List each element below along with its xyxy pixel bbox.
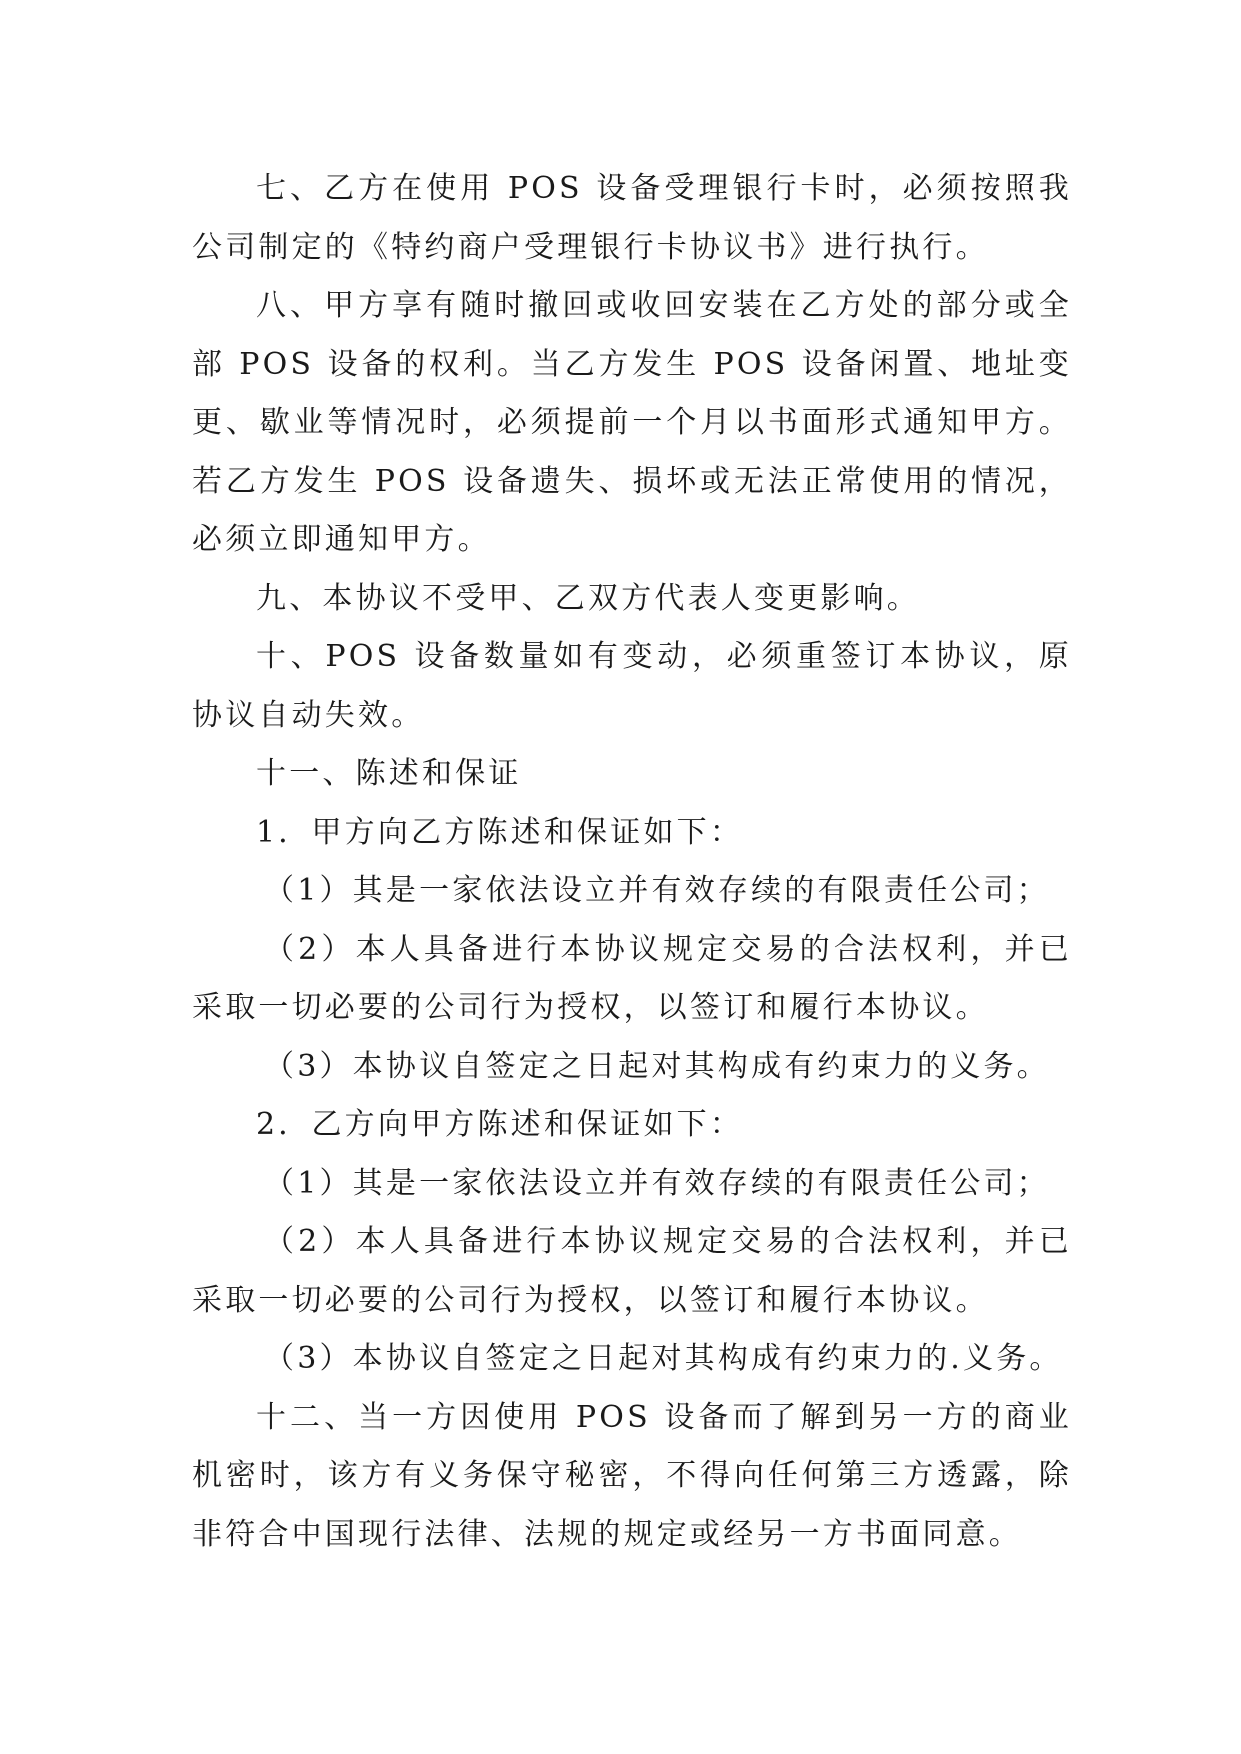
clause-11-1-item-2: （2）本人具备进行本协议规定交易的合法权利，并已采取一切必要的公司行为授权，以签订和履行本协议。 xyxy=(192,931,1072,1025)
clause-11-1-heading: 1．甲方向乙方陈述和保证如下： xyxy=(256,814,744,850)
clause-11-1-item-1: （1）其是一家依法设立并有效存续的有限责任公司； xyxy=(264,873,1050,908)
clause-12: 十二、当一方因使用 POS 设备而了解到另一方的商业机密时，该方有义务保守秘密，不得向任何第三方透露，除非符合中国现行法律、法规的规定或经另一方书面同意。 xyxy=(192,1399,1072,1552)
clause-8: 八、甲方享有随时撤回或收回安装在乙方处的部分或全部 POS 设备的权利。当乙方发生 POS 设备闲置、地址变更、歇业等情况时，必须提前一个月以书面形式通知甲方。若乙方发生 POS 设备遗失、损坏或无法正常使用的情况，必须立即通知甲方。 xyxy=(192,288,1072,557)
clause-11-2-item-2: （2）本人具备进行本协议规定交易的合法权利，并已采取一切必要的公司行为授权，以签订和履行本协议。 xyxy=(192,1224,1072,1318)
clause-9: 九、本协议不受甲、乙双方代表人变更影响。 xyxy=(256,580,920,616)
document-page xyxy=(192,160,1072,1564)
clause-11-heading: 十一、陈述和保证 xyxy=(256,756,522,791)
clause-11-2-item-3: （3）本协议自签定之日起对其构成有约束力的.义务。 xyxy=(264,1341,1063,1376)
clause-10: 十、POS 设备数量如有变动，必须重签订本协议，原协议自动失效。 xyxy=(192,639,1072,733)
clause-11-2-item-1: （1）其是一家依法设立并有效存续的有限责任公司； xyxy=(264,1165,1050,1201)
clause-11-1-item-3: （3）本协议自签定之日起对其构成有约束力的义务。 xyxy=(264,1048,1050,1084)
clause-11-2-heading: 2．乙方向甲方陈述和保证如下： xyxy=(256,1107,744,1142)
clause-7: 七、乙方在使用 POS 设备受理银行卡时，必须按照我公司制定的《特约商户受理银行卡协议书》进行执行。 xyxy=(192,171,1072,265)
